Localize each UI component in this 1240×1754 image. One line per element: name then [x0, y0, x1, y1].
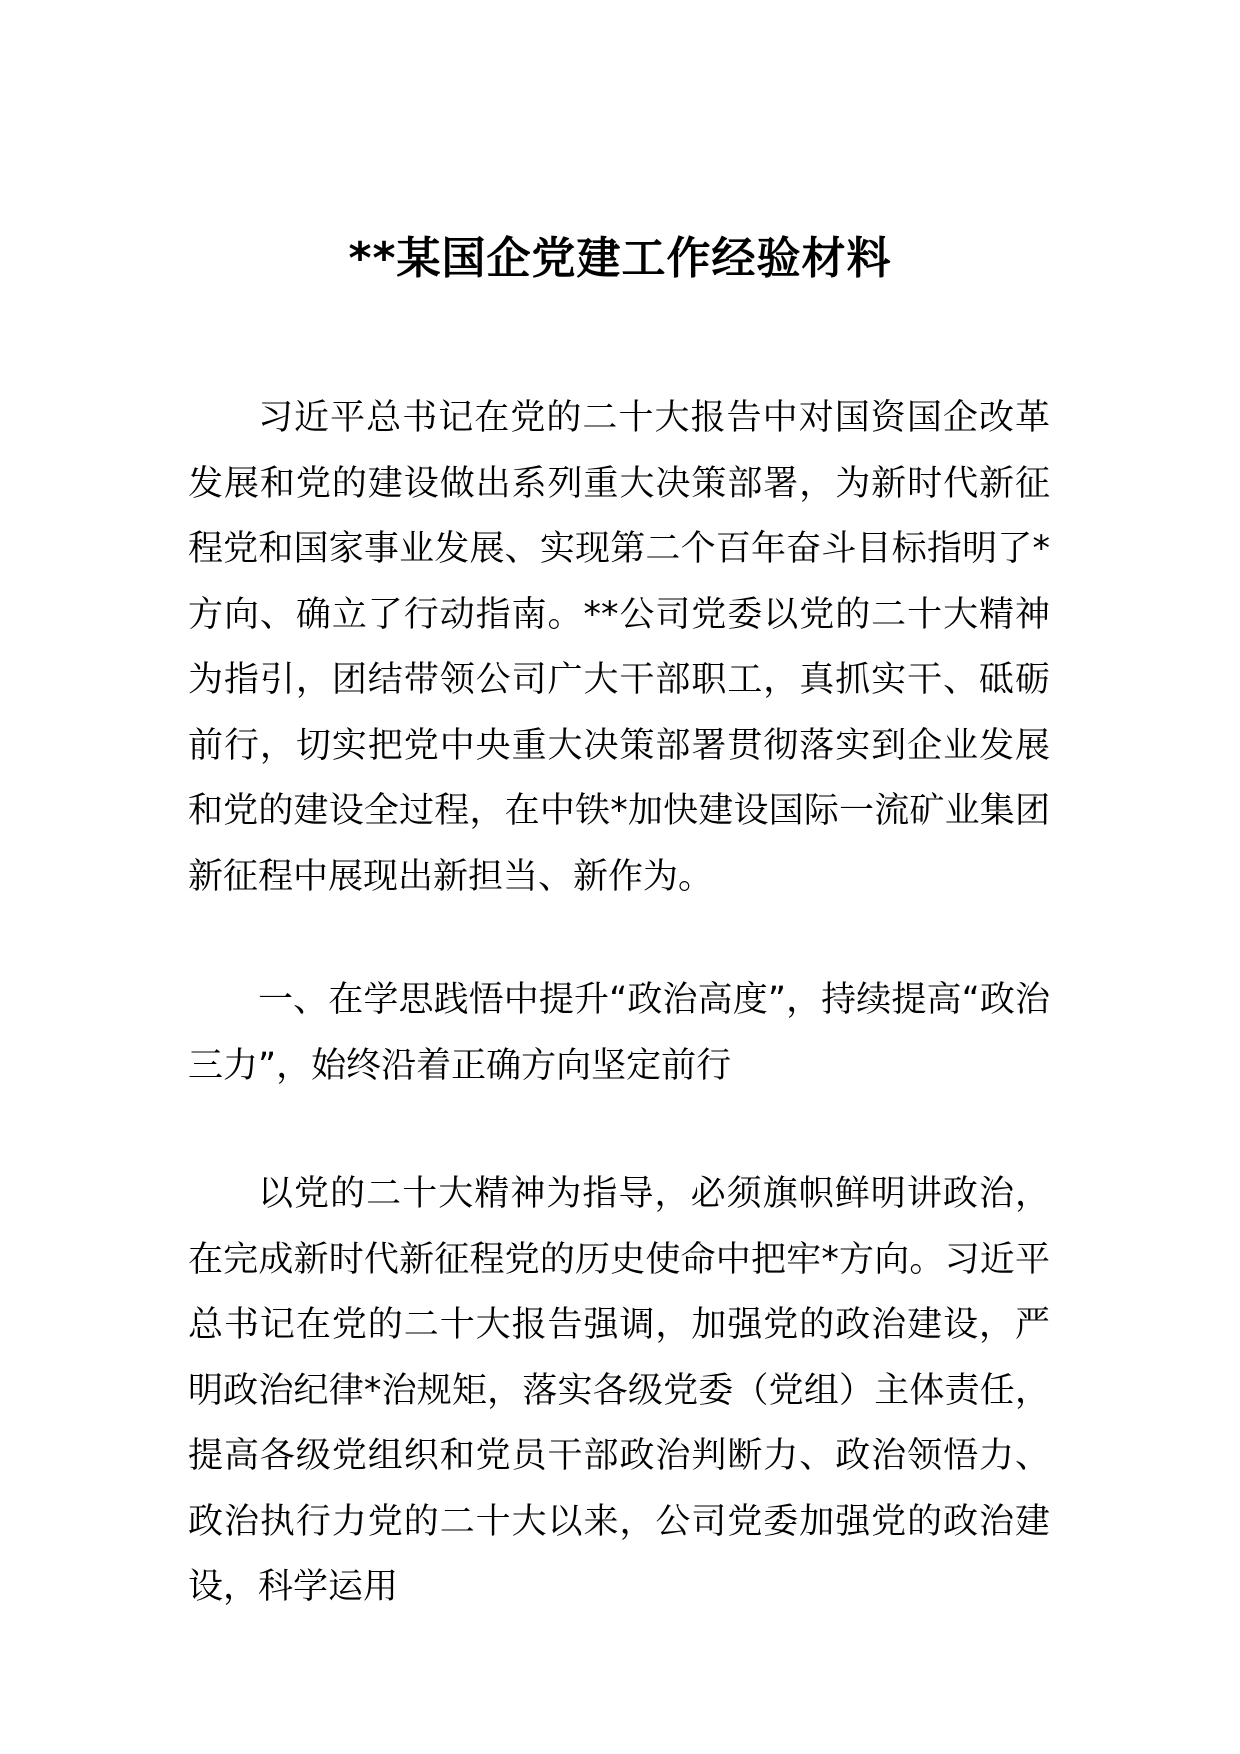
- document-title: **某国企党建工作经验材料: [348, 233, 892, 285]
- section-heading-1: 一、在学思践悟中提升“政治高度”，持续提高“政治三力”，始终沿着正确方向坚定前行: [188, 980, 1050, 1086]
- paragraph-section-1: 以党的二十大精神为指导，必须旗帜鲜明讲政治，在完成新时代新征程党的历史使命中把牢*方向。习近平总书记在党的二十大报告强调，加强党的政治建设，严明政治纪律*治规矩，落实各级党委（党组）主体责任，提高各级党组织和党员干部政治判断力、政治领悟力、政治执行力党的二十大以来，公司党委加强党的政治建设，科学运用: [188, 1174, 1050, 1607]
- paragraph-intro: 习近平总书记在党的二十大报告中对国资国企改革发展和党的建设做出系列重大决策部署，为新时代新征程党和国家事业发展、实现第二个百年奋斗目标指明了*方向、确立了行动指南。**公司党委以党的二十大精神为指引，团结带领公司广大干部职工，真抓实干、砥砺前行，切实把党中央重大决策部署贯彻落实到企业发展和党的建设全过程，在中铁*加快建设国际一流矿业集团新征程中展现出新担当、新作为。: [188, 398, 1050, 897]
